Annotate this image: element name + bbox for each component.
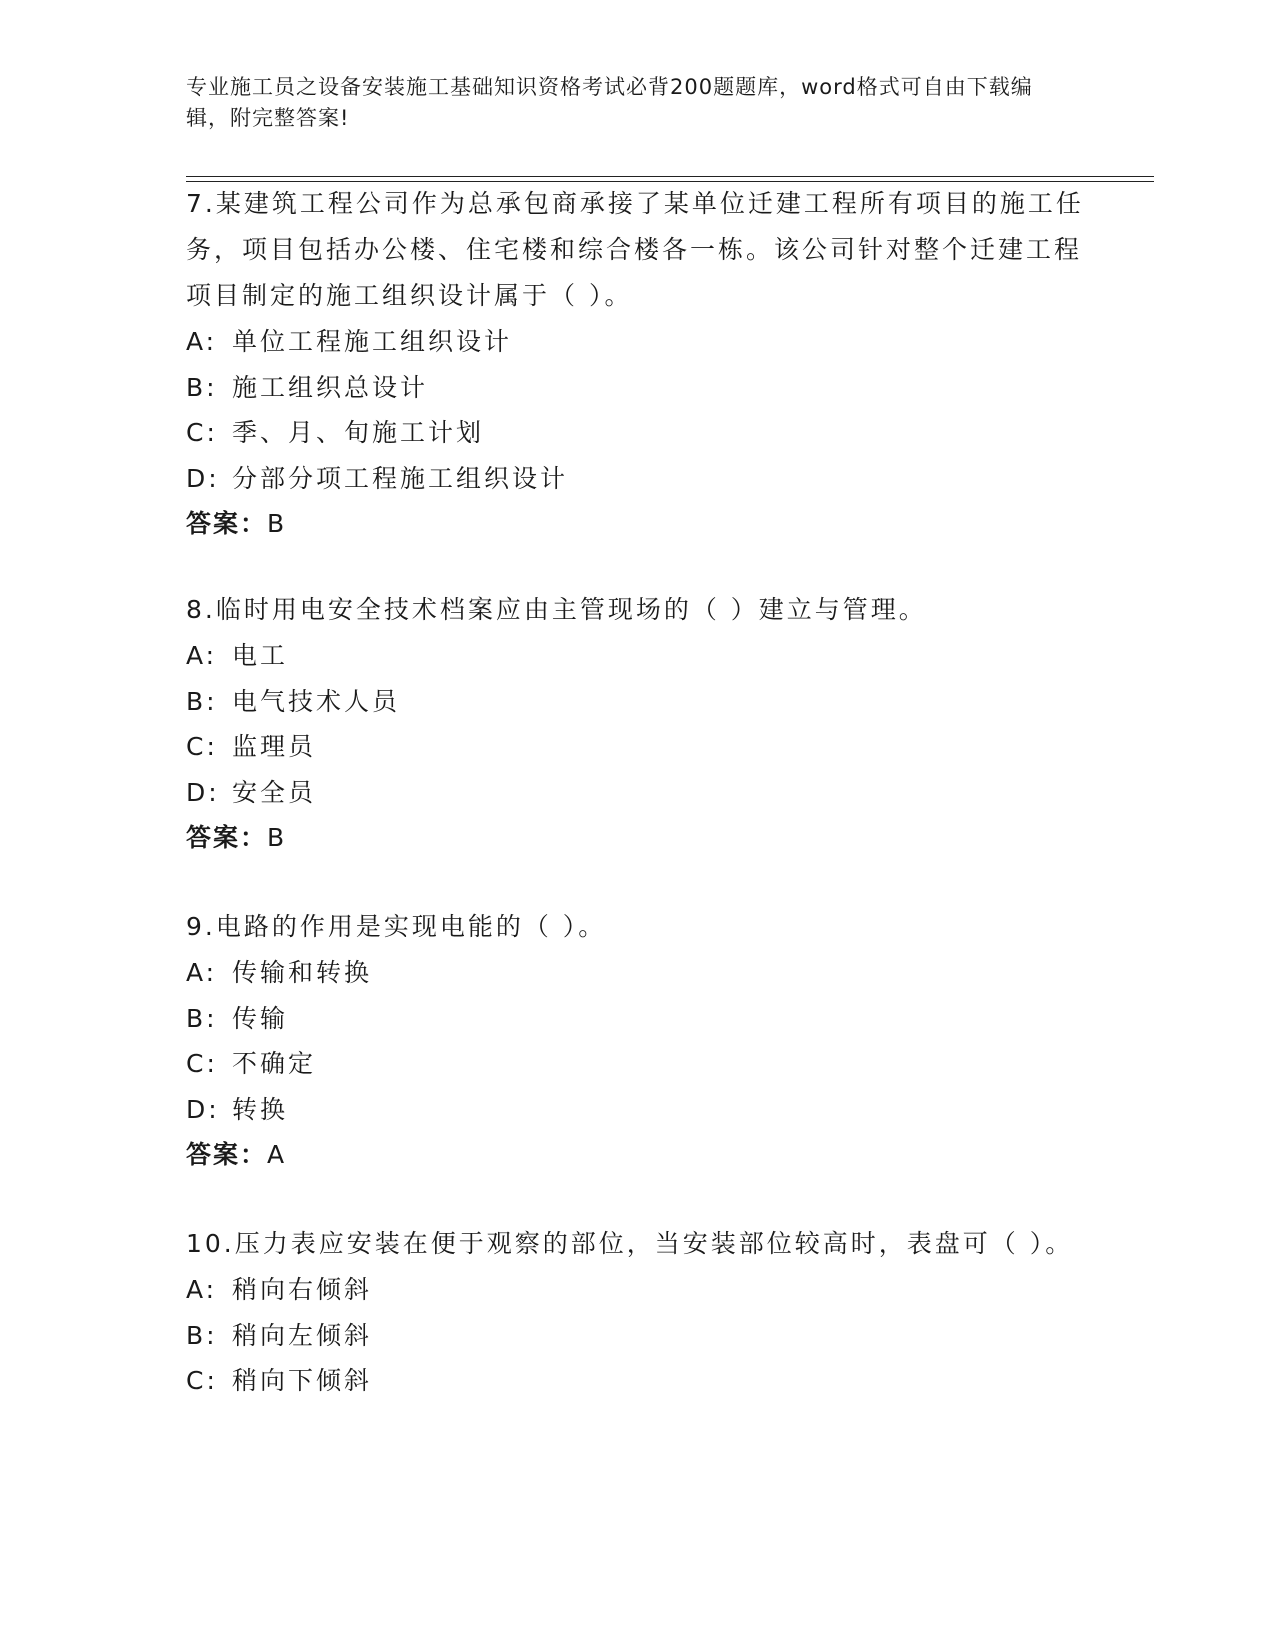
option-a bbox=[186, 633, 1086, 679]
question-stem bbox=[186, 904, 1086, 950]
option-text: 分部分项工程施工组织设计 bbox=[232, 463, 569, 493]
option-c bbox=[186, 724, 1086, 770]
option-text: 传输和转换 bbox=[232, 958, 373, 987]
option-letter: B: bbox=[186, 1003, 218, 1033]
option-text: 传输 bbox=[232, 1003, 289, 1033]
answer-label: 答案： bbox=[186, 509, 268, 538]
option-text: 单位工程施工组织设计 bbox=[232, 327, 513, 356]
question-text: 临时用电安全技术档案应由主管现场的（ ）建立与管理。 bbox=[215, 595, 927, 624]
option-c bbox=[186, 1358, 1086, 1404]
question-10 bbox=[186, 1221, 1086, 1404]
question-8 bbox=[186, 587, 1086, 861]
option-letter: D: bbox=[186, 777, 220, 807]
question-7 bbox=[186, 181, 1086, 547]
option-letter: C: bbox=[186, 1366, 218, 1395]
header-divider-top bbox=[186, 176, 1154, 177]
answer-value: A bbox=[267, 1140, 287, 1169]
option-a bbox=[186, 319, 1086, 365]
question-number: 8. bbox=[186, 595, 216, 624]
option-text: 安全员 bbox=[232, 777, 317, 807]
question-text: 某建筑工程公司作为总承包商承接了某单位迁建工程所有项目的施工任务，项目包括办公楼、住宅楼和综合楼各一栋。该公司针对整个迁建工程项目制定的施工组织设计属于（ ）。 bbox=[186, 189, 1084, 310]
answer-value: B bbox=[267, 823, 287, 852]
option-letter: A: bbox=[186, 1275, 218, 1304]
option-c bbox=[186, 1041, 1086, 1087]
option-letter: C: bbox=[186, 418, 218, 447]
option-a bbox=[186, 1267, 1086, 1313]
question-9 bbox=[186, 904, 1086, 1178]
question-stem bbox=[186, 1221, 1086, 1267]
option-letter: D: bbox=[186, 1094, 220, 1124]
answer-line bbox=[186, 501, 1086, 547]
option-b bbox=[186, 996, 1086, 1042]
question-stem bbox=[186, 587, 1086, 633]
option-b bbox=[186, 679, 1086, 725]
option-text: 稍向右倾斜 bbox=[232, 1275, 373, 1304]
question-number: 10. bbox=[186, 1229, 235, 1258]
question-number: 7. bbox=[186, 189, 216, 218]
question-text: 电路的作用是实现电能的（ ）。 bbox=[215, 912, 607, 941]
option-letter: A: bbox=[186, 327, 218, 356]
option-d bbox=[186, 456, 1086, 502]
option-d bbox=[186, 1087, 1086, 1133]
option-letter: C: bbox=[186, 732, 218, 761]
answer-line bbox=[186, 815, 1086, 861]
option-letter: D: bbox=[186, 463, 220, 493]
answer-line bbox=[186, 1132, 1086, 1178]
option-text: 电气技术人员 bbox=[232, 686, 401, 716]
option-text: 监理员 bbox=[232, 732, 317, 761]
option-text: 施工组织总设计 bbox=[232, 372, 429, 402]
answer-label: 答案： bbox=[186, 823, 268, 852]
option-letter: A: bbox=[186, 958, 218, 987]
option-text: 稍向下倾斜 bbox=[232, 1366, 373, 1395]
option-letter: B: bbox=[186, 372, 218, 402]
answer-label: 答案： bbox=[186, 1140, 268, 1169]
option-text: 季、月、旬施工计划 bbox=[232, 418, 485, 447]
document-header: 专业施工员之设备安装施工基础知识资格考试必背200题题库，word格式可自由下载编辑，附完整答案! bbox=[186, 75, 1033, 130]
option-a bbox=[186, 950, 1086, 996]
option-b bbox=[186, 365, 1086, 411]
question-number: 9. bbox=[186, 912, 216, 941]
option-d bbox=[186, 770, 1086, 816]
option-text: 电工 bbox=[232, 641, 289, 670]
option-letter: C: bbox=[186, 1049, 218, 1078]
question-text: 压力表应安装在便于观察的部位，当安装部位较高时，表盘可（ ）。 bbox=[234, 1229, 1074, 1258]
option-letter: A: bbox=[186, 641, 218, 670]
option-letter: B: bbox=[186, 1320, 218, 1350]
option-text: 稍向左倾斜 bbox=[232, 1320, 373, 1350]
option-letter: B: bbox=[186, 686, 218, 716]
option-text: 转换 bbox=[232, 1094, 289, 1124]
option-text: 不确定 bbox=[232, 1049, 317, 1078]
answer-value: B bbox=[267, 509, 287, 538]
option-b bbox=[186, 1313, 1086, 1359]
option-c bbox=[186, 410, 1086, 456]
question-stem bbox=[186, 181, 1086, 319]
